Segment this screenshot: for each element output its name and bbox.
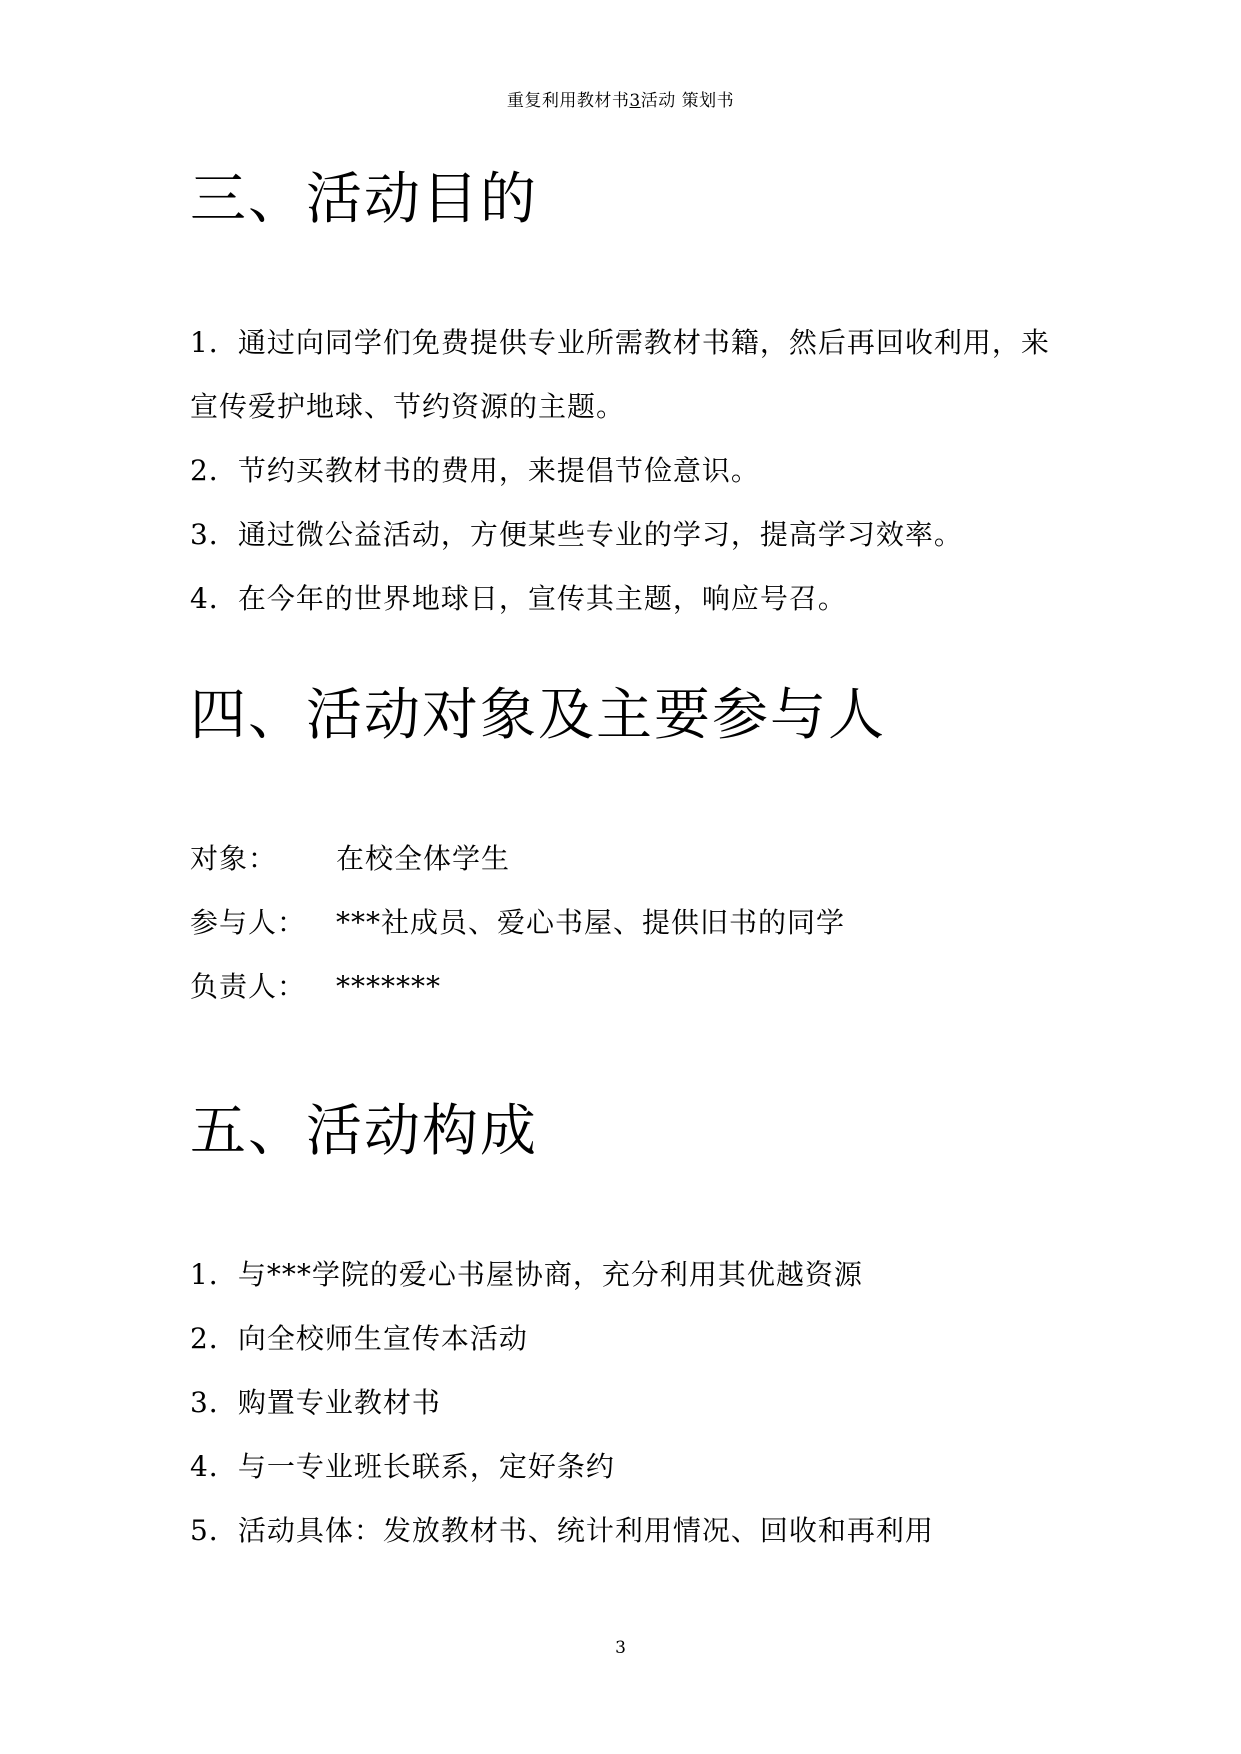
composition-item-3: 3．购置专业教材书 [190,1386,441,1419]
composition-item-4: 4．与一专业班长联系，定好条约 [190,1450,615,1483]
header-subtitle: 活动 策划书 [640,91,735,111]
row-value: ******* [336,970,441,1003]
row-value: ***社成员、爱心书屋、提供旧书的同学 [336,906,846,939]
header-page-number: 3 [629,91,641,111]
participants-row-leader [190,969,441,1005]
purpose-item-3: 3．通过微公益活动，方便某些专业的学习，提高学习效率。 [190,518,963,551]
purpose-item-1-cont: 宣传爱护地球、节约资源的主题。 [190,390,626,423]
row-value: 在校全体学生 [336,842,511,875]
section-title-participants: 四、活动对象及主要参与人 [190,683,886,748]
composition-item-1: 1．与***学院的爱心书屋协商，充分利用其优越资源 [190,1258,863,1291]
composition-item-2: 2．向全校师生宣传本活动 [190,1322,528,1355]
participants-row-target [190,841,510,877]
page-number: 3 [615,1638,626,1658]
row-label: 参与人： [190,906,307,939]
purpose-item-4: 4．在今年的世界地球日，宣传其主题，响应号召。 [190,582,847,615]
row-label: 负责人： [190,970,307,1003]
purpose-item-1: 1．通过向同学们免费提供专业所需教材书籍，然后再回收利用，来 [190,326,1050,359]
row-label: 对象： [190,842,278,875]
section-title-purpose: 三、活动目的 [190,167,538,232]
purpose-item-2: 2．节约买教材书的费用，来提倡节俭意识。 [190,454,760,487]
section-title-composition: 五、活动构成 [190,1099,538,1164]
page-header [0,86,1241,111]
composition-item-5: 5．活动具体：发放教材书、统计利用情况、回收和再利用 [190,1514,934,1547]
header-title: 重复利用教材书 [506,91,630,111]
participants-row-members [190,905,845,941]
